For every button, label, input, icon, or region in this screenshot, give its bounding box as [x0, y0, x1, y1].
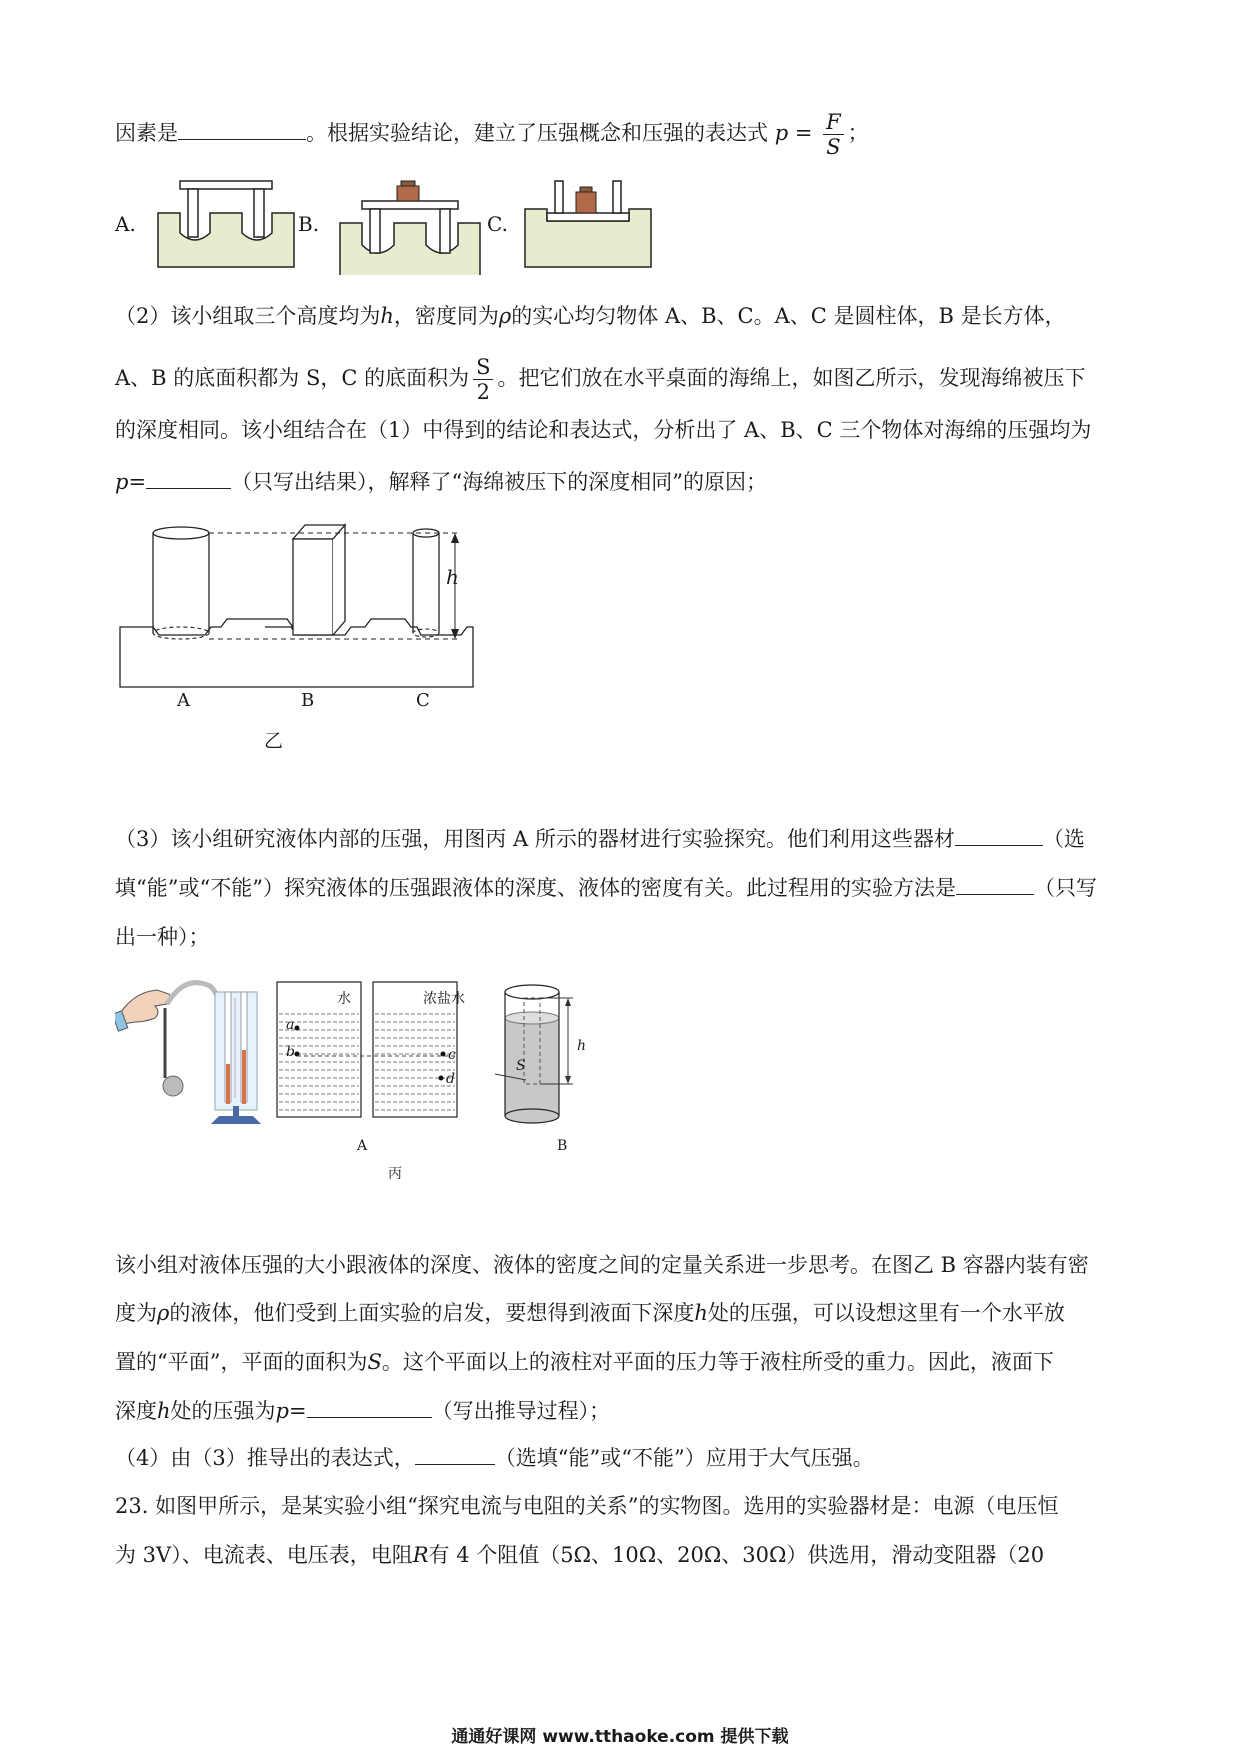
sponge-figure-a [158, 181, 294, 267]
label-brine: 浓盐水 [423, 991, 465, 1007]
label-water: 水 [337, 991, 351, 1007]
q23-line-2: 为 3V）、电流表、电压表，电阻R有 4 个阻值（5Ω、10Ω、20Ω、30Ω）供选用，滑动变阻器（20 [115, 1543, 1045, 1567]
point-d-label: d [446, 1071, 455, 1087]
cylinder-a [153, 527, 209, 639]
fig-yi-h: h [446, 565, 459, 589]
point-c-label: c [448, 1047, 456, 1063]
fig-yi-label-a: A [177, 690, 190, 711]
sponge-figures [150, 175, 670, 275]
area-s-label: S [516, 1058, 526, 1074]
q22-p4-line-4: 深度h处的压强为p= （写出推导过程）； [115, 1395, 610, 1426]
q22-line-1: 因素是 。根据实验结论，建立了压强概念和压强的表达式 p = $\frac{F}{S}$ ； [115, 110, 869, 159]
q22-p2-line-4: p= （只写出结果），解释了“海绵被压下的深度相同”的原因； [115, 466, 767, 497]
q22-p4-line-2: 度为ρ的液体，他们受到上面实验的启发，要想得到液面下深度h处的压强，可以设想这里有一个水平放 [115, 1301, 1065, 1325]
answer-blank-derivation[interactable] [307, 1395, 432, 1418]
fig-yi-caption: 乙 [264, 730, 284, 752]
q22-p2-line-1: （2）该小组取三个高度均为h，密度同为ρ的实心均匀物体 A、B、C。A、C 是圆柱体，B 是长方体， [115, 304, 1066, 328]
answer-blank-method[interactable] [956, 872, 1034, 895]
fig-bing-caption: 丙 [388, 1166, 402, 1182]
hand-illustration [115, 990, 171, 1031]
container-b [495, 985, 573, 1123]
answer-blank-can[interactable] [955, 823, 1043, 846]
q22-p2-line-2: A、B 的底面积都为 S，C 的底面积为 $\frac{S}{2}$ 。把它们放在水平桌面的海绵上，如图乙所示，发现海绵被压下 [115, 355, 1086, 404]
answer-blank-atmosphere[interactable] [415, 1442, 495, 1465]
sponge-figure-b [340, 181, 480, 275]
fig-yi-label-b: B [301, 690, 315, 711]
point-b-label: b [286, 1044, 295, 1060]
q22-p2-line-3: 的深度相同。该小组结合在（1）中得到的结论和表达式，分析出了 A、B、C 三个物体对海绵的压强均为 [115, 418, 1092, 442]
half-area-fraction: $\frac{S}{2}$ [473, 355, 493, 404]
sponge-figure-c [525, 181, 651, 267]
q22-p4-line-1: 该小组对液体压强的大小跟液体的深度、液体的密度之间的定量关系进一步思考。在图乙 B 容器内装有密 [115, 1253, 1089, 1277]
q22-p4-line-3: 置的“平面”，平面的面积为S。这个平面以上的液柱对平面的压力等于液柱所受的重力。因此，液面下 [115, 1350, 1054, 1374]
point-a-label: a [286, 1017, 295, 1033]
q22-p3-line-2: 填“能”或“不能”）探究液体的压强跟液体的深度、液体的密度有关。此过程用的实验方法是 （只写 [115, 872, 1097, 903]
box-b [293, 525, 345, 635]
answer-blank-1[interactable] [178, 117, 306, 140]
fig-yi-label-c: C [416, 690, 430, 711]
fig-bing-label-b: B [557, 1138, 568, 1154]
fig-a-label: A. [115, 212, 136, 236]
fig-bing-label-a: A [357, 1138, 368, 1154]
q22-p3-line-1: （3）该小组研究液体内部的压强，用图丙 A 所示的器材进行实验探究。他们利用这些器材 （选 [115, 823, 1085, 854]
figure-bing [115, 978, 605, 1128]
answer-blank-pressure[interactable] [146, 466, 231, 489]
cylinder-c [413, 529, 439, 637]
q22-p5-line: （4）由（3）推导出的表达式， （选填“能”或“不能”）应用于大气压强。 [115, 1442, 874, 1473]
pressure-formula: $\frac{F}{S}$ [823, 110, 844, 159]
footer-credit: 通通好课网 www.tthaoke.com 提供下载 [451, 1727, 789, 1747]
u-tube-manometer [211, 992, 261, 1124]
fig-b-label: B. [298, 212, 320, 236]
q22-p3-line-3: 出一种）； [115, 925, 210, 949]
depth-h-label: h [577, 1038, 587, 1054]
fig-c-label: C. [487, 212, 508, 236]
q23-line-1: 23. 如图甲所示，是某实验小组“探究电流与电阻的关系”的实物图。选用的实验器材是：电源（电压恒 [115, 1494, 1059, 1518]
